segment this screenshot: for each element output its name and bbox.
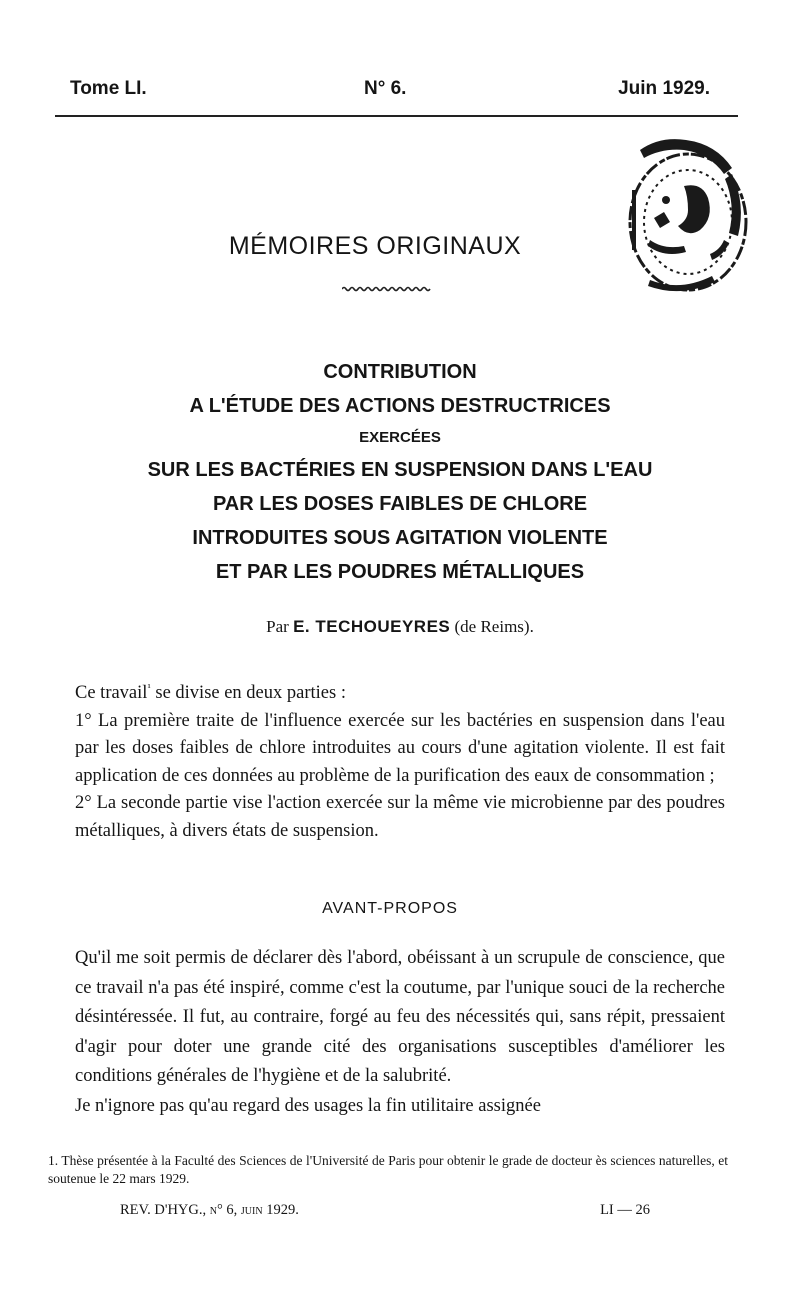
ornament-squiggle-icon bbox=[342, 284, 432, 294]
title-line-4: SUR LES BACTÉRIES EN SUSPENSION DANS L'EAU bbox=[147, 459, 653, 481]
foreword bbox=[75, 944, 725, 1121]
volume-label: Tome LI. bbox=[70, 78, 147, 99]
title-line-2: A L'ÉTUDE DES ACTIONS DESTRUCTRICES bbox=[189, 395, 611, 417]
article-title bbox=[40, 355, 760, 589]
foreword-paragraph-1: Qu'il me soit permis de déclarer dès l'abord, obéissant à un scrupule de conscience, que ce travail n'a pas été inspiré, comme c'est la coutume, par l'unique souci de la recherche désintéressée. Il fut, au contraire, forgé au feu des nécessités qui, sans répit, pressaient d'agir pour doter une grande cité des organisations susceptibles d'améliorer les conditions générales de l'hygiène et de la salubrité. bbox=[75, 948, 725, 1086]
intro-item-2: 2° La seconde partie vise l'action exercée sur la même vie microbienne par des poudres métalliques, à divers états de suspension. bbox=[75, 793, 725, 841]
header-rule bbox=[55, 115, 738, 117]
author-prefix: Par bbox=[266, 617, 289, 636]
author-name: E. TECHOUEYRES bbox=[293, 617, 451, 636]
intro-item-1: 1° La première traite de l'influence exercée sur les bactéries en suspension dans l'eau par les doses faibles de chlore introduites au cours d'une agitation violente. Il est fait application de ces données au problème de la purification des eaux de consommation ; bbox=[75, 710, 725, 786]
issue-date: Juin 1929. bbox=[618, 78, 710, 99]
issue-number: N° 6. bbox=[364, 78, 407, 99]
introduction bbox=[75, 675, 725, 845]
section-title: MÉMOIRES ORIGINAUX bbox=[228, 232, 522, 260]
subsection-title: AVANT-PROPOS bbox=[322, 900, 458, 917]
title-line-5: PAR LES DOSES FAIBLES DE CHLORE bbox=[212, 493, 588, 515]
running-header bbox=[70, 78, 710, 108]
intro-lead bbox=[75, 675, 725, 708]
author-affiliation: (de Reims). bbox=[454, 617, 534, 636]
footnote: 1. Thèse présentée à la Faculté des Sciences de l'Université de Paris pour obtenir le grade de docteur ès sciences naturelles, et soutenue le 22 mars 1929. bbox=[48, 1153, 728, 1186]
title-line-7: ET PAR LES POUDRES MÉTALLIQUES bbox=[215, 561, 585, 583]
author-line bbox=[0, 617, 800, 637]
intro-lead-text: Ce travail bbox=[75, 683, 148, 704]
title-line-1: CONTRIBUTION bbox=[323, 361, 477, 383]
page-reference: LI — 26 bbox=[600, 1202, 650, 1218]
footnote-marker: ¹ bbox=[147, 682, 151, 694]
title-line-6: INTRODUITES SOUS AGITATION VIOLENTE bbox=[192, 527, 608, 549]
intro-lead-rest: se divise en deux parties : bbox=[150, 683, 346, 704]
library-seal-icon bbox=[610, 130, 750, 300]
foreword-paragraph-2: Je n'ignore pas qu'au regard des usages la fin utilitaire assignée bbox=[75, 1095, 541, 1116]
journal-citation: REV. D'HYG., n° 6, juin 1929. bbox=[120, 1202, 299, 1218]
title-line-3: EXERCÉES bbox=[359, 429, 441, 446]
